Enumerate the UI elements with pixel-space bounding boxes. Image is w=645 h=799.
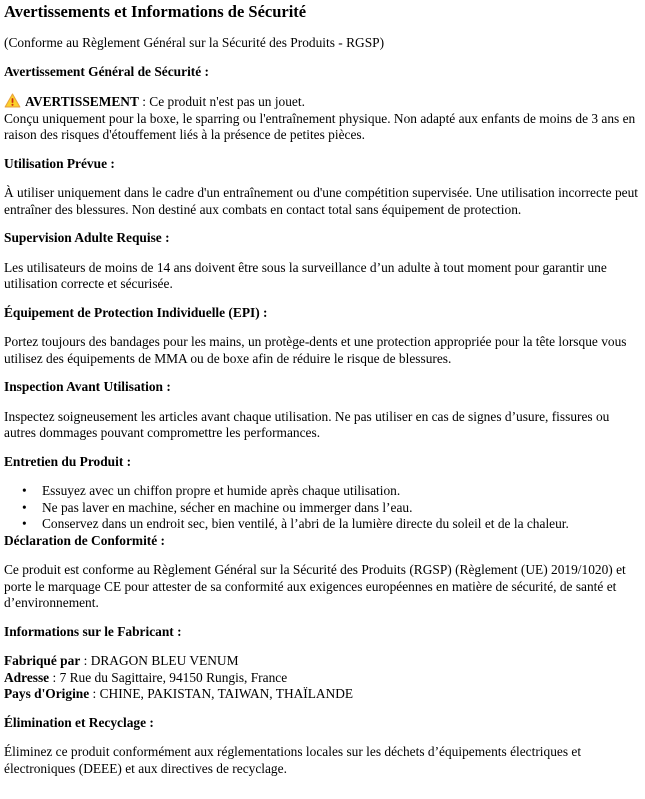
section-heading-entretien: Entretien du Produit : bbox=[4, 453, 132, 469]
manufacturer-field-fabrique-par bbox=[4, 653, 640, 670]
section-heading-supervision-adulte: Supervision Adulte Requise : bbox=[4, 230, 170, 245]
manufacturer-field-pays-origine bbox=[4, 686, 640, 703]
section-heading-avertissement-general: Avertissement Général de Sécurité : bbox=[4, 63, 210, 79]
section-heading-recyclage: Élimination et Recyclage : bbox=[4, 714, 154, 730]
section-body-epi: Portez toujours des bandages pour les mains, un protège-dents et une protection appropriée pour la tête lorsque vous utilisez des équipements de MMA ou de boxe afin de réduire le risque de blessures. bbox=[4, 334, 627, 366]
page-title: Avertissements et Informations de Sécurité bbox=[4, 2, 307, 21]
section-heading-conformite: Déclaration de Conformité : bbox=[4, 532, 166, 548]
section-body-supervision-adulte: Les utilisateurs de moins de 14 ans doivent être sous la surveillance d’un adulte à tout moment pour garantir une utilisation correcte et sécurisée. bbox=[4, 259, 607, 291]
warning-text: : Ce produit n'est pas un jouet. bbox=[138, 94, 305, 109]
section-heading-epi: Équipement de Protection Individuelle (EPI) : bbox=[4, 304, 268, 320]
subtitle: (Conforme au Règlement Général sur la Sécurité des Produits - RGSP) bbox=[4, 35, 385, 50]
list-item: • Ne pas laver en machine, sécher en machine ou immerger dans l’eau. bbox=[4, 500, 640, 517]
field-separator: : bbox=[89, 686, 100, 701]
manufacturer-field-adresse bbox=[4, 670, 640, 687]
manufacturer-info bbox=[4, 653, 640, 703]
care-instructions-list bbox=[4, 483, 640, 533]
field-label: Adresse bbox=[4, 669, 50, 685]
section-body-conformite: Ce produit est conforme au Règlement Général sur la Sécurité des Produits (RGSP) (Règlement (UE) 2019/1020) et porte le marquage CE pour attester de sa conformité aux exigences européennes en matière de sécurité, de santé et d’environnement. bbox=[4, 562, 626, 610]
warning-line bbox=[4, 93, 640, 111]
section-body-recyclage: Éliminez ce produit conformément aux réglementations locales sur les déchets d’équipements électriques et électroniques (DEEE) et aux directives de recyclage. bbox=[4, 744, 582, 776]
section-body-inspection: Inspectez soigneusement les articles avant chaque utilisation. Ne pas utiliser en cas de signes d’usure, fissures ou autres dommages pouvant compromettre les performances. bbox=[4, 408, 610, 440]
section-body-utilisation-prevue: À utiliser uniquement dans le cadre d'un entraînement ou d'une compétition supervisée. Une utilisation incorrecte peut entraîner des blessures. Non destiné aux combats en contact total sans équipement de protection. bbox=[4, 185, 638, 217]
field-value: 7 Rue du Sagittaire, 94150 Rungis, France bbox=[59, 669, 288, 685]
list-item: • Essuyez avec un chiffon propre et humide après chaque utilisation. bbox=[4, 483, 640, 500]
field-value: CHINE, PAKISTAN, TAIWAN, THAÏLANDE bbox=[99, 686, 354, 701]
list-item: • Conservez dans un endroit sec, bien ventilé, à l’abri de la lumière directe du soleil et de la chaleur. bbox=[4, 516, 640, 533]
field-value: DRAGON BLEU VENUM bbox=[90, 653, 239, 668]
field-separator: : bbox=[80, 653, 91, 668]
warning-triangle-icon bbox=[4, 93, 21, 108]
field-label: Fabriqué par bbox=[4, 653, 81, 668]
section-heading-fabricant: Informations sur le Fabricant : bbox=[4, 623, 182, 639]
field-separator: : bbox=[49, 669, 60, 685]
warning-label: AVERTISSEMENT bbox=[25, 94, 139, 109]
section-heading-utilisation-prevue: Utilisation Prévue : bbox=[4, 155, 115, 171]
section-body-avertissement-general: Conçu uniquement pour la boxe, le sparring ou l'entraînement physique. Non adapté aux enfants de moins de 3 ans en raison des risques d'étouffement liés à la présence de petites pièces. bbox=[4, 110, 636, 142]
section-heading-inspection: Inspection Avant Utilisation : bbox=[4, 379, 171, 394]
field-label: Pays d'Origine bbox=[4, 686, 90, 701]
